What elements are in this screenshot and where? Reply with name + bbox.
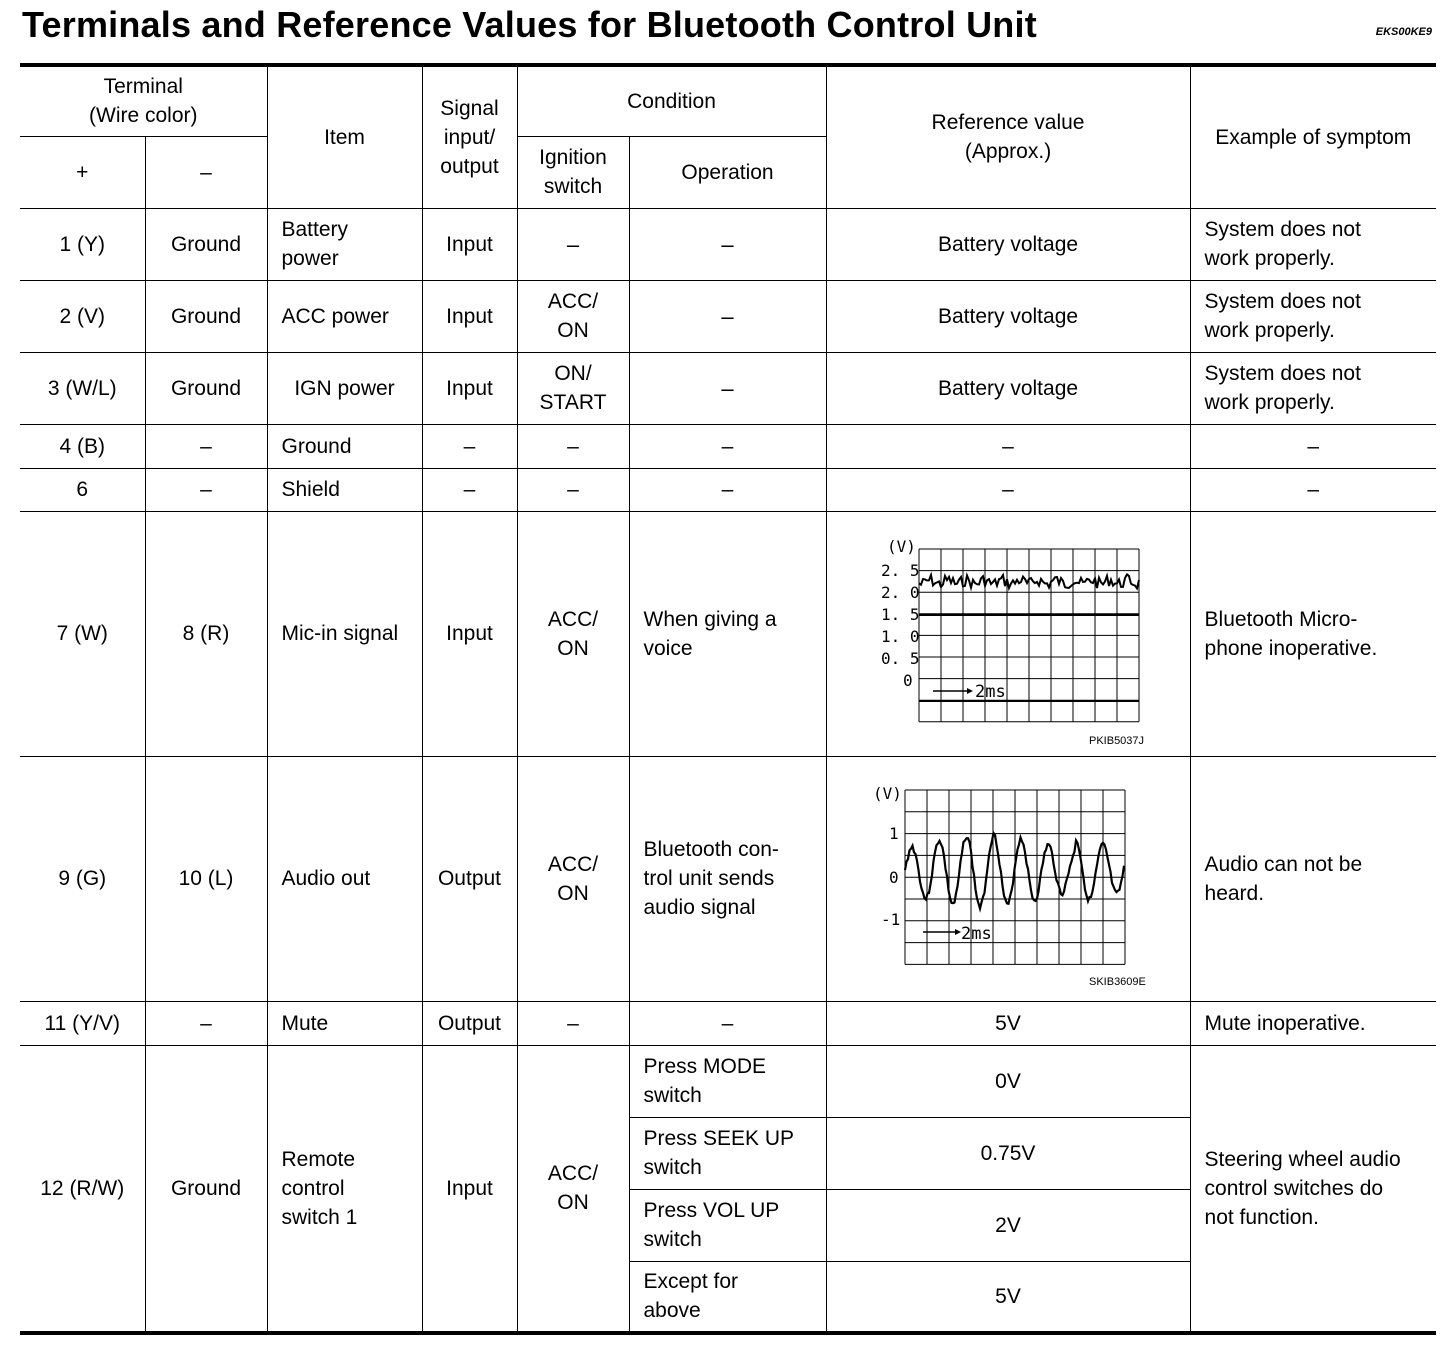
table-row	[20, 352, 1436, 424]
signal: Input	[422, 352, 517, 424]
mic-tick-label: 0. 5	[880, 648, 920, 668]
ignition: –	[517, 468, 629, 511]
item: IGN power	[267, 352, 422, 424]
header-signal: Signal input/ output	[422, 65, 517, 208]
table-row	[20, 1001, 1436, 1045]
mic-tick-label: 1. 5	[880, 604, 920, 624]
document-code: EKS00KE9	[1375, 26, 1432, 38]
terminal-minus: –	[145, 468, 267, 511]
ignition: ACC/ ON	[517, 756, 629, 1001]
symptom: –	[1190, 468, 1436, 511]
signal: Input	[422, 511, 517, 756]
terminal-minus: –	[145, 424, 267, 468]
ignition: ACC/ ON	[517, 1045, 629, 1333]
terminals-table	[20, 63, 1436, 1335]
reference: –	[826, 468, 1190, 511]
symptom: Mute inoperative.	[1190, 1001, 1436, 1045]
operation: –	[629, 352, 826, 424]
terminal-minus: Ground	[145, 352, 267, 424]
ignition: ACC/ ON	[517, 280, 629, 352]
reference: Battery voltage	[826, 208, 1190, 280]
terminal-minus: Ground	[145, 280, 267, 352]
operation: Press SEEK UP switch	[629, 1117, 826, 1189]
item: Audio out	[267, 756, 422, 1001]
terminal-plus: 12 (R/W)	[20, 1045, 145, 1333]
ignition: ACC/ ON	[517, 511, 629, 756]
symptom: System does not work properly.	[1190, 280, 1436, 352]
reference: 0.75V	[826, 1117, 1190, 1189]
header-minus: –	[145, 136, 267, 208]
mic-tick-label: 2. 5	[880, 560, 920, 580]
mic-waveform-cell	[826, 511, 1190, 756]
reference: 2V	[826, 1189, 1190, 1261]
terminal-minus: –	[145, 1001, 267, 1045]
terminal-plus: 2 (V)	[20, 280, 145, 352]
ignition: –	[517, 208, 629, 280]
terminal-minus: Ground	[145, 208, 267, 280]
operation: –	[629, 280, 826, 352]
reference: –	[826, 424, 1190, 468]
terminal-minus: Ground	[145, 1045, 267, 1333]
ignition: ON/ START	[517, 352, 629, 424]
reference: Battery voltage	[826, 280, 1190, 352]
signal: Input	[422, 208, 517, 280]
table-row	[20, 424, 1436, 468]
arrow-head-icon	[967, 688, 973, 694]
terminal-plus: 1 (Y)	[20, 208, 145, 280]
signal: Output	[422, 1001, 517, 1045]
item: ACC power	[267, 280, 422, 352]
table-row	[20, 1045, 1436, 1117]
audio-timebase-label: 2ms	[960, 923, 992, 944]
symptom: Audio can not be heard.	[1190, 756, 1436, 1001]
item: Mute	[267, 1001, 422, 1045]
item: Shield	[267, 468, 422, 511]
terminal-plus: 7 (W)	[20, 511, 145, 756]
header-reference: Reference value (Approx.)	[826, 65, 1190, 208]
audio-tick-label: -1	[880, 909, 900, 929]
operation: Press VOL UP switch	[629, 1189, 826, 1261]
symptom: System does not work properly.	[1190, 208, 1436, 280]
reference: 0V	[826, 1045, 1190, 1117]
header-item: Item	[267, 65, 422, 208]
terminal-plus: 4 (B)	[20, 424, 145, 468]
audio-waveform	[827, 759, 1191, 999]
header-symptom: Example of symptom	[1190, 65, 1436, 208]
reference: Battery voltage	[826, 352, 1190, 424]
mic-timebase-label: 2ms	[974, 681, 1006, 702]
ignition: –	[517, 1001, 629, 1045]
header-plus: +	[20, 136, 145, 208]
table-row	[20, 280, 1436, 352]
terminal-minus: 8 (R)	[145, 511, 267, 756]
header-ignition: Ignition switch	[517, 136, 629, 208]
mic-figure-id: PKIB5037J	[1088, 734, 1144, 747]
operation: –	[629, 424, 826, 468]
terminal-plus: 6	[20, 468, 145, 511]
item: Battery power	[267, 208, 422, 280]
header-terminal: Terminal (Wire color)	[20, 65, 267, 136]
item: Ground	[267, 424, 422, 468]
item: Remote control switch 1	[267, 1045, 422, 1333]
audio-unit-label: (V)	[872, 783, 902, 803]
page-title: Terminals and Reference Values for Bluetooth Control Unit	[22, 4, 1037, 45]
symptom: –	[1190, 424, 1436, 468]
table-row	[20, 468, 1436, 511]
header-condition: Condition	[517, 65, 826, 136]
reference: 5V	[826, 1001, 1190, 1045]
reference: 5V	[826, 1261, 1190, 1333]
table-row	[20, 208, 1436, 280]
signal: –	[422, 424, 517, 468]
table-row	[20, 756, 1436, 1001]
signal: –	[422, 468, 517, 511]
terminal-minus: 10 (L)	[145, 756, 267, 1001]
terminal-plus: 3 (W/L)	[20, 352, 145, 424]
audio-tick-label: 0	[888, 867, 899, 887]
audio-figure-id: SKIB3609E	[1088, 975, 1146, 988]
symptom: Steering wheel audio control switches do not function.	[1190, 1045, 1436, 1333]
operation: –	[629, 1001, 826, 1045]
operation: –	[629, 468, 826, 511]
terminal-plus: 9 (G)	[20, 756, 145, 1001]
mic-tick-label: 0	[902, 670, 913, 690]
mic-tick-label: 1. 0	[880, 626, 920, 646]
signal: Input	[422, 1045, 517, 1333]
symptom: System does not work properly.	[1190, 352, 1436, 424]
operation: Press MODE switch	[629, 1045, 826, 1117]
operation: –	[629, 208, 826, 280]
operation: Except for above	[629, 1261, 826, 1333]
operation: When giving a voice	[629, 511, 826, 756]
operation: Bluetooth con- trol unit sends audio signal	[629, 756, 826, 1001]
signal: Output	[422, 756, 517, 1001]
signal: Input	[422, 280, 517, 352]
audio-waveform-cell	[826, 756, 1190, 1001]
header-operation: Operation	[629, 136, 826, 208]
mic-tick-label: 2. 0	[880, 582, 920, 602]
mic-unit-label: (V)	[886, 536, 916, 556]
terminal-plus: 11 (Y/V)	[20, 1001, 145, 1045]
symptom: Bluetooth Micro- phone inoperative.	[1190, 511, 1436, 756]
item: Mic-in signal	[267, 511, 422, 756]
mic-waveform	[827, 514, 1191, 754]
table-row	[20, 511, 1436, 756]
audio-tick-label: 1	[888, 823, 899, 843]
ignition: –	[517, 424, 629, 468]
